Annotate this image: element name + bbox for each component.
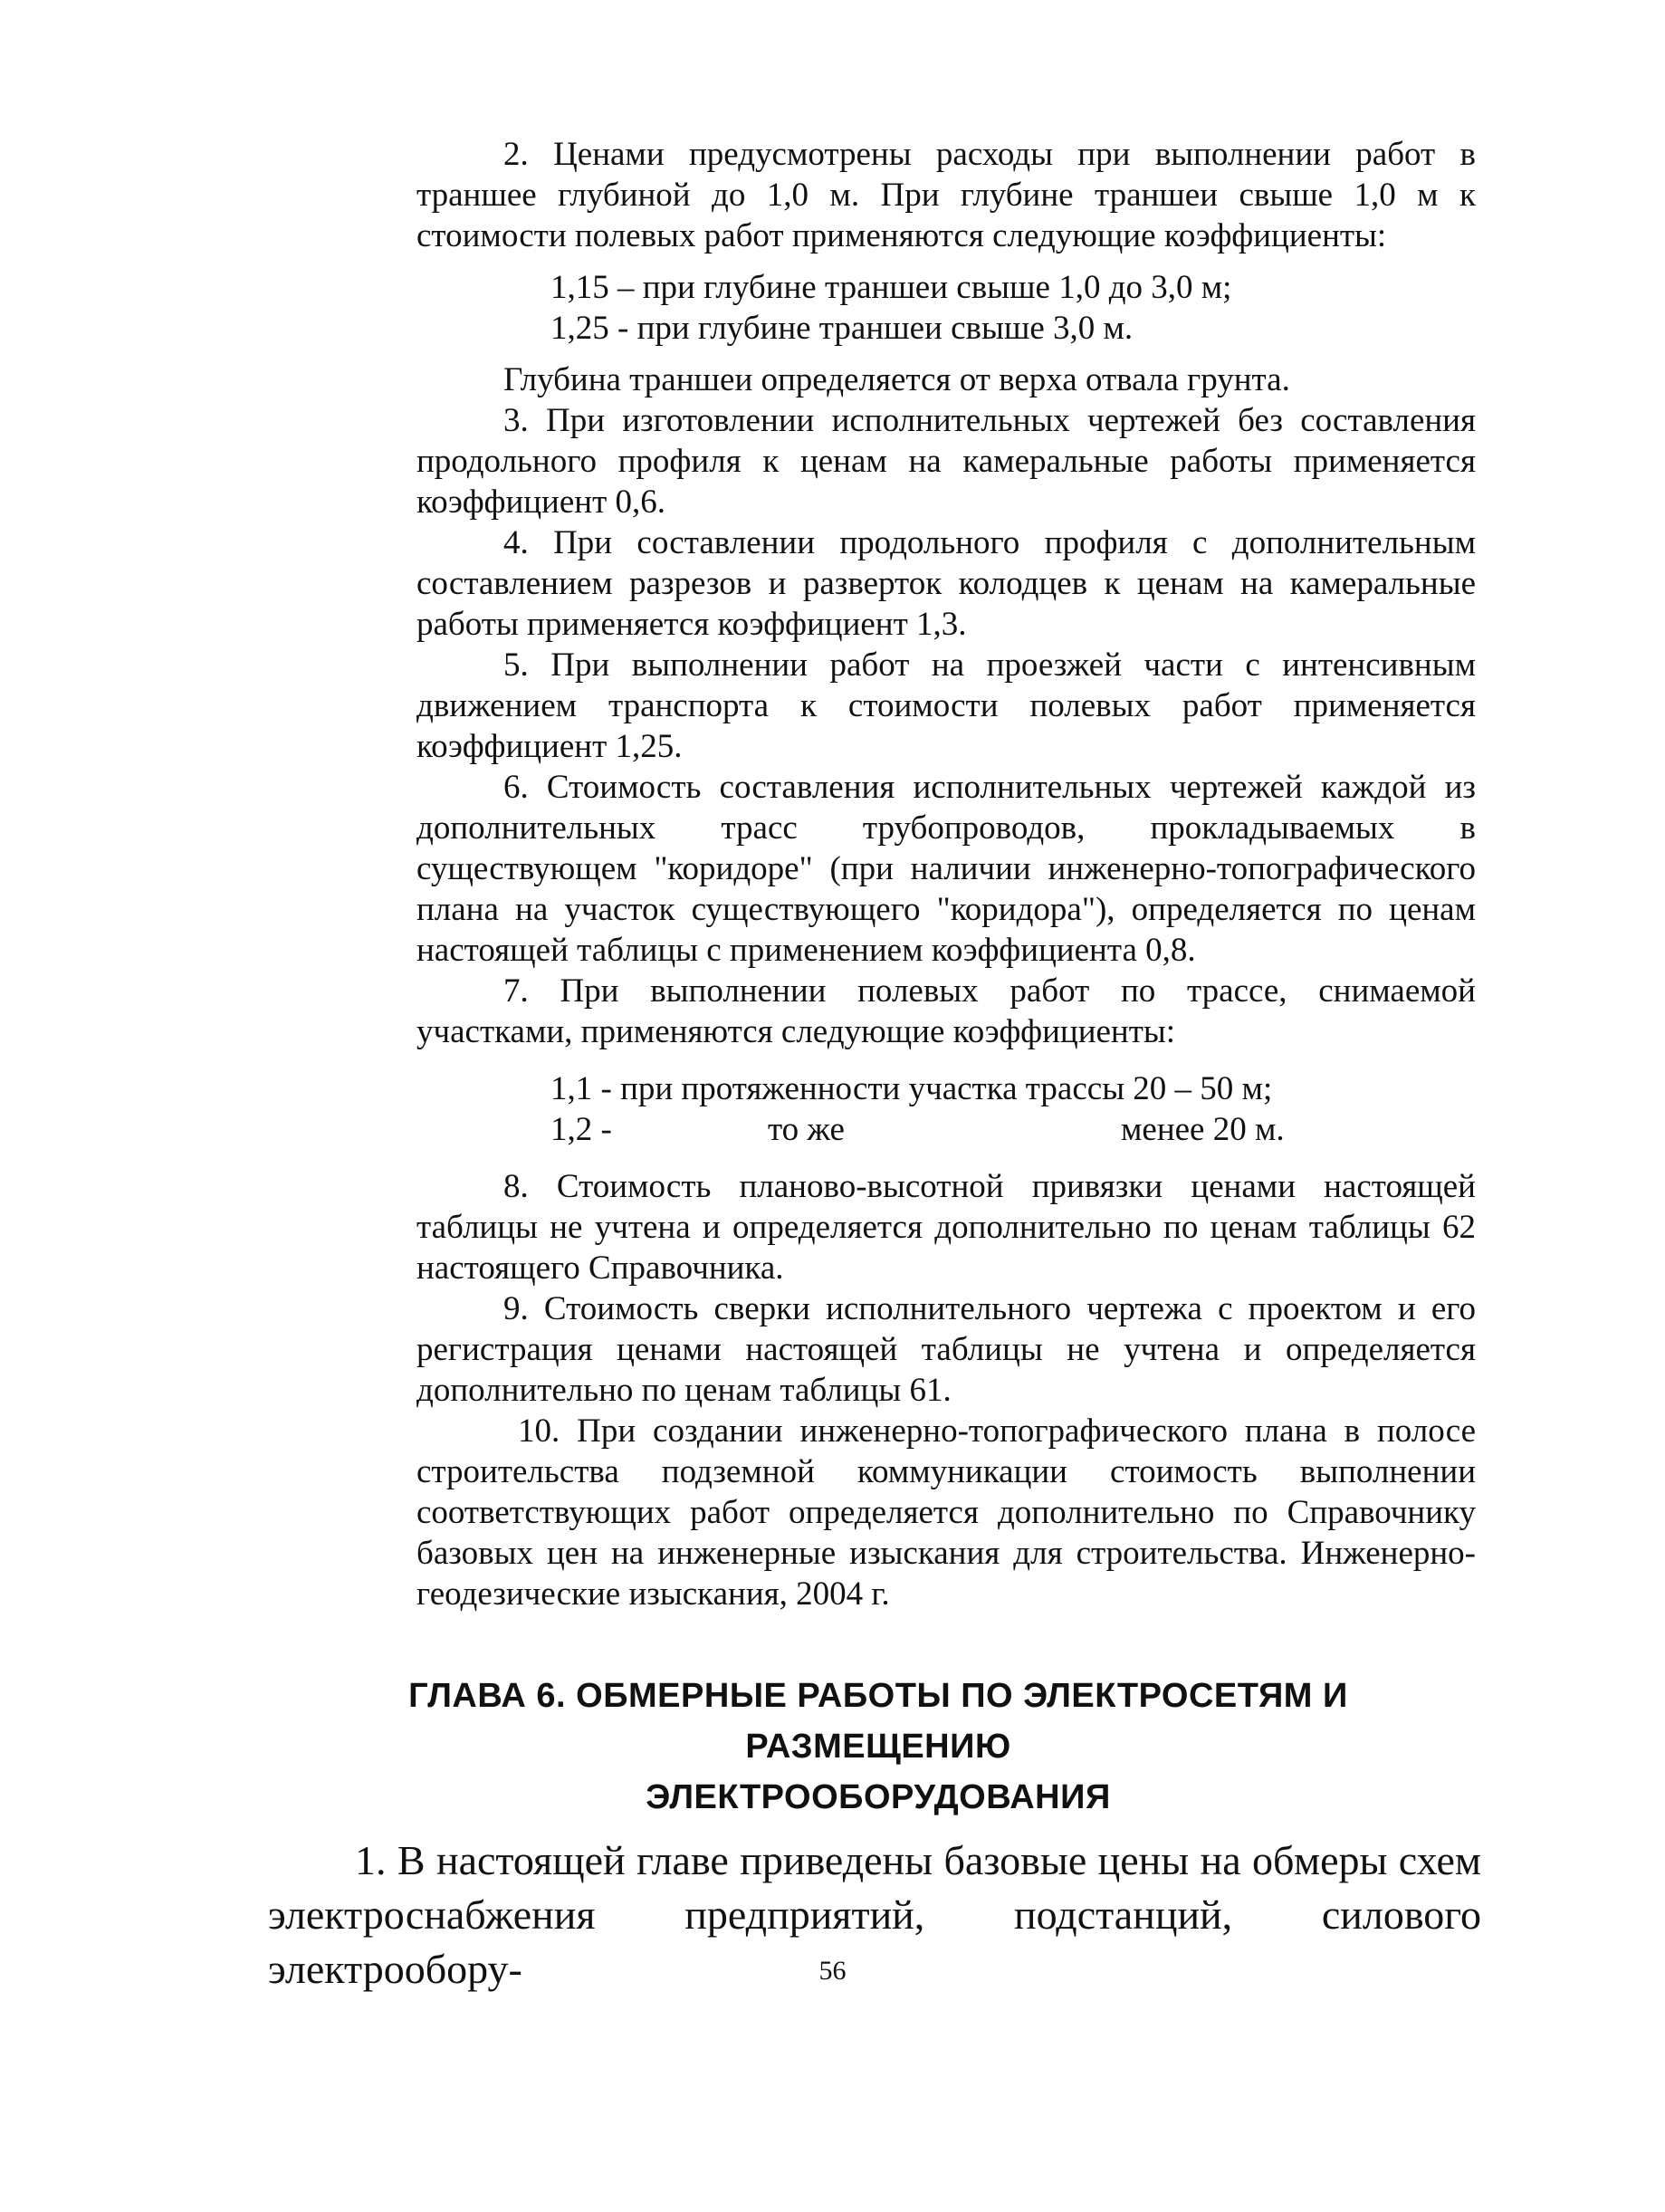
note-2-coef-2: 1,25 - при глубине траншеи свыше 3,0 м. [550,310,1134,347]
note-2: 2. Ценами предусмотрены расходы при выполнении работ в траншее глубиной до 1,0 м. При глубине траншеи свыше 1,0 м к стоимости полевых работ применяются следующие коэффициенты: [416,136,1476,254]
note-2-coef-1: 1,15 – при глубине траншеи свыше 1,0 до 3,0 м; [550,269,1232,306]
note-4: 4. При составлении продольного профиля с дополнительным составлением разрезов и разверток колодцев к ценам на камеральные работы применяется коэффициент 1,3. [416,524,1476,643]
note-10: 10. При создании инженерно-топографического плана в полосе строительства подземной коммуникации стоимость выполнении соответствующих работ определяется дополнительно по Справочнику базовых цен на инженерные изыскания для строительства. Инженерно-геодезические изыскания, 2004 г. [416,1412,1476,1613]
chapter-intro-paragraph: 1. В настоящей главе приведены базовые цены на обмеры схем электроснабжения предприятий, подстанций, силового электрообору- [268,1837,1481,1992]
note-9: 9. Стоимость сверки исполнительного чертежа с проектом и его регистрация ценами настоящей таблицы не учтена и определяется дополнительно по ценам таблицы 61. [416,1290,1476,1409]
note-7-coef-2-row [416,1109,1476,1150]
note-6: 6. Стоимость составления исполнительных чертежей каждой из дополнительных трасс трубопроводов, прокладываемых в существующем "коридоре" (при наличии инженерно-топографического плана на участок существующего "коридора"), определяется по ценам настоящей таблицы с применением коэффициента 0,8. [416,769,1476,969]
note-7: 7. При выполнении полевых работ по трассе, снимаемой участками, применяются следующие коэффициенты: [416,972,1476,1050]
note-3: 3. При изготовлении исполнительных чертежей без составления продольного профиля к ценам на камеральные работы применяется коэффициент 0,6. [416,402,1476,521]
chapter-heading [272,1671,1485,1823]
note-2-depth-remark: Глубина траншеи определяется от верха отвала грунта. [503,361,1290,398]
notes-column [416,134,1476,1614]
chapter-heading-line-1: ГЛАВА 6. ОБМЕРНЫЕ РАБОТЫ ПО ЭЛЕКТРОСЕТЯМ И РАЗМЕЩЕНИЮ [408,1677,1348,1766]
note-7-coef-2-condition: менее 20 м. [1121,1111,1285,1148]
chapter-heading-line-2: ЭЛЕКТРООБОРУДОВАНИЯ [646,1778,1111,1816]
page-number: 56 [818,1956,847,1986]
note-7-coef-2-same: то же [768,1111,845,1148]
note-5: 5. При выполнении работ на проезжей части с интенсивным движением транспорта к стоимости полевых работ применяется коэффициент 1,25. [416,646,1476,765]
note-7-coef-2-value: 1,2 - [550,1111,612,1148]
note-7-coef-1: 1,1 - при протяженности участка трассы 20 – 50 м; [550,1070,1273,1107]
note-8: 8. Стоимость планово-высотной привязки ценами настоящей таблицы не учтена и определяется дополнительно по ценам таблицы 62 настоящего Справочника. [416,1168,1476,1287]
